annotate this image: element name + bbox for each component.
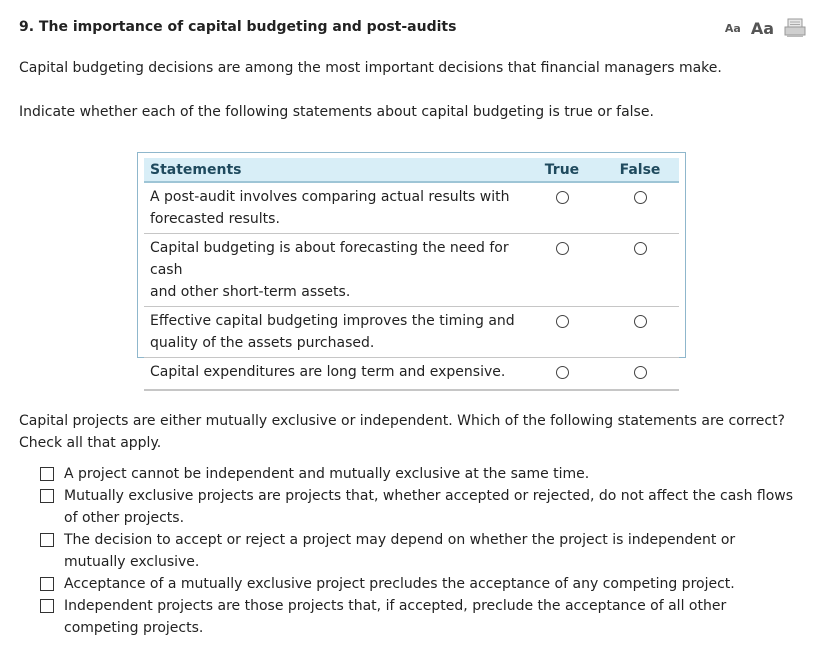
font-tools: [725, 18, 806, 38]
statement-line: Capital budgeting is about forecasting the need for cash: [150, 240, 509, 278]
statement-cell: [144, 358, 523, 391]
false-radio[interactable]: [634, 366, 647, 379]
table-row: [144, 307, 679, 358]
question-title: 9. The importance of capital budgeting and post-audits: [19, 19, 457, 35]
checkbox[interactable]: [40, 489, 54, 503]
false-cell: [601, 182, 679, 234]
table-row: [144, 234, 679, 307]
true-radio[interactable]: [556, 366, 569, 379]
statement-line: and other short-term assets.: [150, 284, 351, 300]
false-cell: [601, 234, 679, 307]
checkbox[interactable]: [40, 467, 54, 481]
header-statements: Statements: [144, 158, 523, 182]
false-radio[interactable]: [634, 242, 647, 255]
statement-line: quality of the assets purchased.: [150, 335, 375, 351]
table-row: [144, 182, 679, 234]
list-item: [40, 595, 800, 639]
checkbox-label[interactable]: Mutually exclusive projects are projects that, whether accepted or rejected, do not affect the cash flows of other projects.: [64, 488, 794, 526]
print-icon[interactable]: [784, 18, 806, 38]
statement-line: A post-audit involves comparing actual results with: [150, 189, 510, 205]
true-cell: [523, 234, 601, 307]
checkbox-label[interactable]: Independent projects are those projects that, if accepted, preclude the acceptance of all other competing projects.: [64, 598, 727, 636]
false-radio[interactable]: [634, 315, 647, 328]
checkbox[interactable]: [40, 577, 54, 591]
list-item: [40, 529, 800, 573]
checkbox-label[interactable]: Acceptance of a mutually exclusive project precludes the acceptance of any competing project.: [64, 576, 735, 592]
statement-line: forecasted results.: [150, 211, 280, 227]
instruction-text: Indicate whether each of the following statements about capital budgeting is true or false.: [19, 104, 654, 120]
list-item: [40, 485, 800, 529]
decrease-font-button[interactable]: Aa: [724, 21, 741, 35]
checkbox-label[interactable]: The decision to accept or reject a project may depend on whether the project is independent or mutually exclusive.: [64, 532, 736, 570]
true-cell: [523, 182, 601, 234]
false-radio[interactable]: [634, 191, 647, 204]
false-cell: [601, 307, 679, 358]
table-row: [144, 358, 679, 391]
true-radio[interactable]: [556, 315, 569, 328]
checkbox-label[interactable]: A project cannot be independent and mutually exclusive at the same time.: [64, 466, 590, 482]
true-radio[interactable]: [556, 242, 569, 255]
false-cell: [601, 358, 679, 391]
section2-text: Capital projects are either mutually exclusive or independent. Which of the following statements are correct? Check all that apply.: [19, 413, 785, 451]
statement-line: Capital expenditures are long term and expensive.: [150, 364, 506, 380]
true-false-table: [144, 158, 679, 391]
true-radio[interactable]: [556, 191, 569, 204]
checkbox[interactable]: [40, 533, 54, 547]
statement-line: Effective capital budgeting improves the timing and: [150, 313, 515, 329]
true-false-table-container: [137, 152, 686, 380]
checkbox[interactable]: [40, 599, 54, 613]
list-item: [40, 573, 800, 595]
statement-cell: [144, 182, 523, 234]
statement-cell: [144, 307, 523, 358]
true-cell: [523, 358, 601, 391]
header-false: False: [601, 158, 679, 182]
checklist: [40, 463, 800, 639]
list-item: [40, 463, 800, 485]
increase-font-button[interactable]: Aa: [750, 18, 774, 38]
statement-cell: [144, 234, 523, 307]
table-header-row: [144, 158, 679, 182]
intro-text: Capital budgeting decisions are among the most important decisions that financial managers make.: [19, 60, 722, 76]
header-true: True: [523, 158, 601, 182]
true-cell: [523, 307, 601, 358]
